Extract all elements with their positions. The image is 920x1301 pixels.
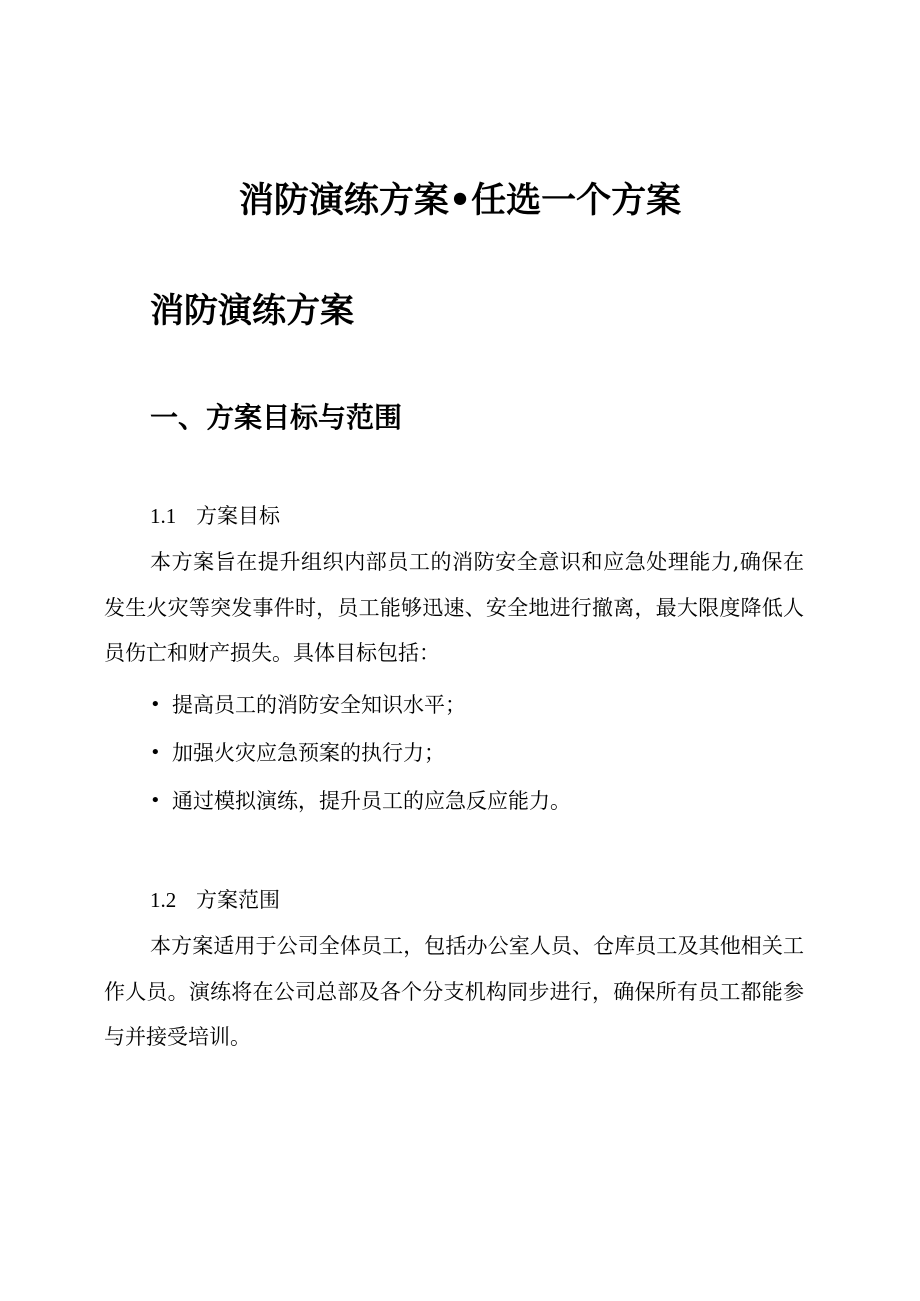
- subsection-number: 1.2: [150, 888, 177, 912]
- bullet-icon: •: [150, 790, 161, 811]
- paragraph-goals: 本方案旨在提升组织内部员工的消防安全意识和应急处理能力,确保在发生火灾等突发事件时，员工能够迅速、安全地进行撤离，最大限度降低人员伤亡和财产损失。具体目标包括：: [104, 550, 804, 665]
- subsection-number: 1.1: [150, 504, 177, 528]
- subsection-heading-1-2: [150, 885, 280, 915]
- document-title: 消防演练方案•任选一个方案: [238, 181, 682, 221]
- subsection-title: 方案范围: [196, 888, 280, 912]
- paragraph-scope: 本方案适用于公司全体员工，包括办公室人员、仓库员工及其他相关工作人员。演练将在公司总部及各个分支机构同步进行，确保所有员工都能参与并接受培训。: [104, 934, 804, 1049]
- list-item-text: 加强火灾应急预案的执行力；: [172, 741, 445, 765]
- list-item: [150, 738, 571, 786]
- subsection-heading-1-1: [150, 501, 280, 531]
- document-subtitle: 消防演练方案: [150, 291, 354, 331]
- list-item: [150, 786, 571, 834]
- list-item: [150, 690, 571, 738]
- list-item-text: 通过模拟演练，提升员工的应急反应能力。: [172, 789, 571, 813]
- bullet-icon: •: [150, 694, 161, 715]
- section-heading: 一、方案目标与范围: [150, 401, 403, 434]
- subsection-title: 方案目标: [196, 504, 280, 528]
- list-item-text: 提高员工的消防安全知识水平；: [172, 693, 466, 717]
- goals-list: [150, 690, 571, 834]
- bullet-icon: •: [150, 742, 161, 763]
